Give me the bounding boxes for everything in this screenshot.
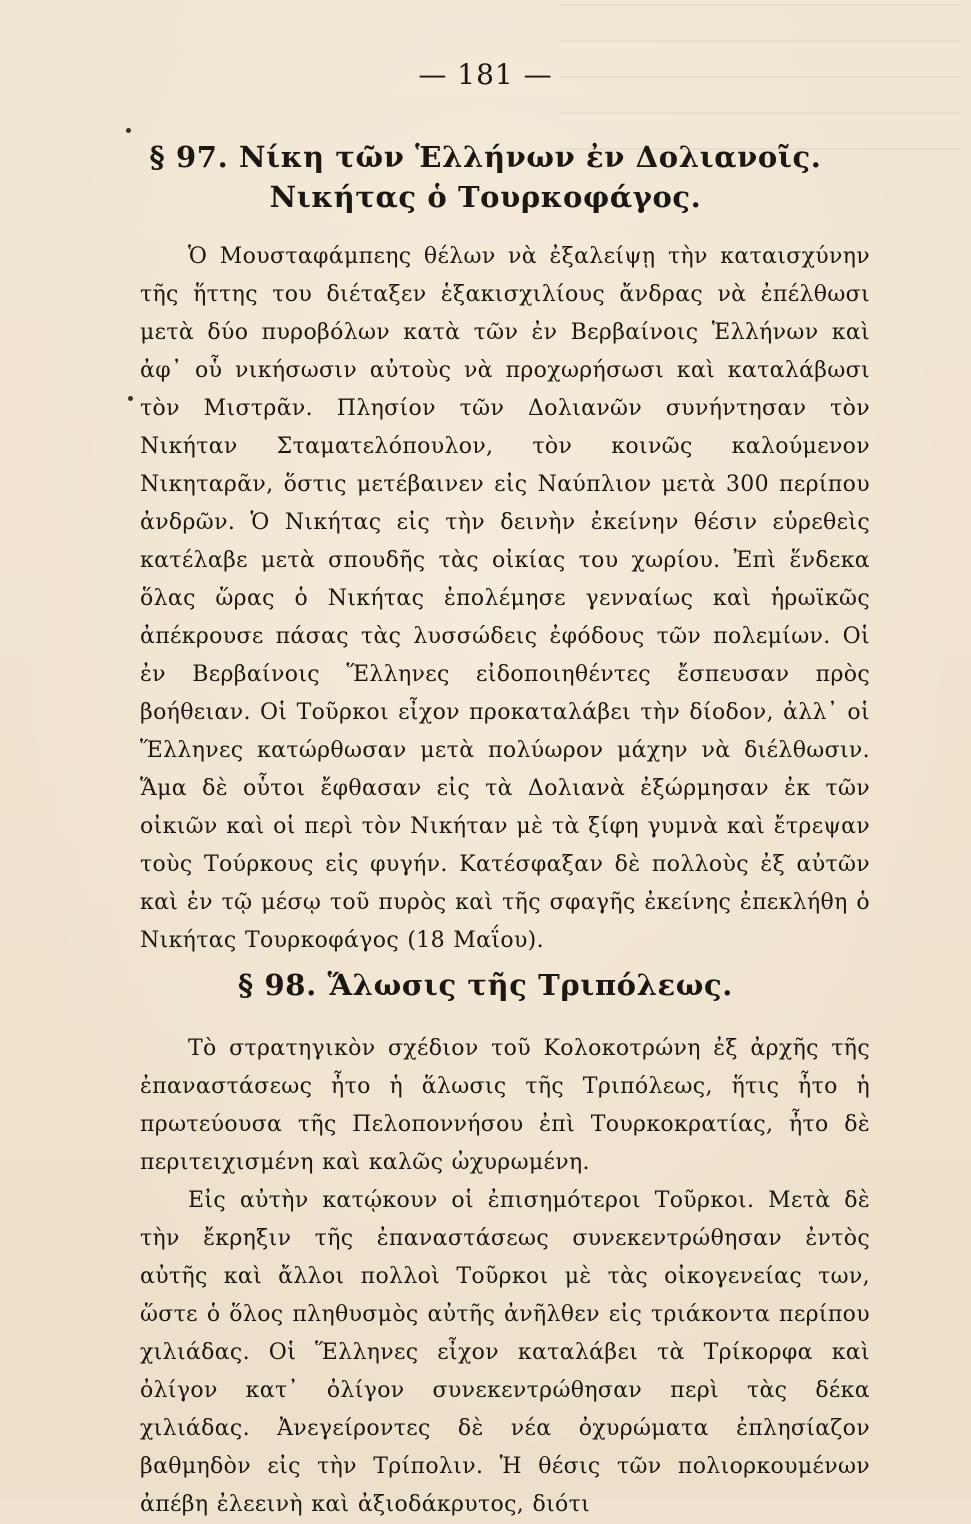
section-98-heading: § 98. Ἅλωσις τῆς Τριπόλεως. (238, 968, 733, 1002)
paragraph: Ὁ Μουσταφάμπεης θέλων νὰ ἐξαλείψῃ τὴν καταισχύνην τῆς ἥττης του διέταξεν ἑξακισχιλίους ἄνδρας νὰ ἐπέλθωσι μετὰ δύο πυροβόλων κατὰ τῶν ἐν Βερβαίνοις Ἑλλήνων καὶ ἀφ᾽ οὗ νικήσωσιν αὐτοὺς νὰ προχωρήσωσι καὶ καταλάβωσι τὸν Μιστρᾶν. Πλησίον τῶν Δολιανῶν συνήντησαν τὸν Νικήταν Σταματελόπουλον, τὸν κοινῶς καλούμενον Νικηταρᾶν, ὅστις μετέβαινεν εἰς Ναύπλιον μετὰ 300 περίπου ἀνδρῶν. Ὁ Νικήτας εἰς τὴν δεινὴν ἐκείνην θέσιν εὑρεθεὶς κατέλαβε μετὰ σπουδῆς τὰς οἰκίας του χωρίου. Ἐπὶ ἕνδεκα ὅλας ὥρας ὁ Νικήτας ἐπολέμησε γενναίως καὶ ἡρωϊκῶς ἀπέκρουσε πάσας τὰς λυσσώδεις ἐφόδους τῶν πολεμίων. Οἱ ἐν Βερβαίνοις Ἕλληνες εἰδοποιηθέντες ἔσπευσαν πρὸς βοήθειαν. Οἱ Τοῦρκοι εἶχον προκαταλάβει τὴν δίοδον, ἀλλ᾽ οἱ Ἕλληνες κατώρθωσαν μετὰ πολύωρον μάχην νὰ διέλθωσιν. Ἅμα δὲ οὗτοι ἔφθασαν εἰς τὰ Δολιανὰ ἐξώρμησαν ἐκ τῶν οἰκιῶν καὶ οἱ περὶ τὸν Νικήταν μὲ τὰ ξίφη γυμνὰ καὶ ἔτρεψαν τοὺς Τούρκους εἰς φυγήν. Κατέσφαξαν δὲ πολλοὺς ἐξ αὐτῶν καὶ ἐν τῷ μέσῳ τοῦ πυρὸς καὶ τῆς σφαγῆς ἐκείνης ἐπεκλήθη ὁ Νικήτας Τουρκοφάγος (18 Μαΐου). (140, 244, 870, 953)
section-97-heading-line-2: Νικήτας ὁ Τουρκοφάγος. (269, 180, 702, 214)
paragraph: Τὸ στρατηγικὸν σχέδιον τοῦ Κολοκοτρώνη ἐξ ἀρχῆς τῆς ἐπαναστάσεως ἦτο ἡ ἅλωσις τῆς Τριπόλεως, ἥτις ἦτο ἡ πρωτεύουσα τῆς Πελοποννήσου ἐπὶ Τουρκοκρατίας, ἦτο δὲ περιτειχισμένη καὶ καλῶς ὠχυρωμένη. (140, 1036, 870, 1175)
page-number: — 181 — (418, 58, 553, 91)
section-98-body (140, 1030, 870, 1524)
ink-speck (128, 396, 133, 401)
paragraph: Εἰς αὐτὴν κατῴκουν οἱ ἐπισημότεροι Τοῦρκοι. Μετὰ δὲ τὴν ἔκρηξιν τῆς ἐπαναστάσεως συνεκεντρώθησαν ἐντὸς αὐτῆς καὶ ἄλλοι πολλοὶ Τοῦρκοι μὲ τὰς οἰκογενείας των, ὥστε ὁ ὅλος πληθυσμὸς αὐτῆς ἀνῆλθεν εἰς τριάκοντα περίπου χιλιάδας. Οἱ Ἕλληνες εἶχον καταλάβει τὰ Τρίκορφα καὶ ὀλίγον κατ᾽ ὀλίγον συνεκεντρώθησαν περὶ τὰς δέκα χιλιάδας. Ἀνεγείροντες δὲ νέα ὀχυρώματα ἐπλησίαζον βαθμηδὸν εἰς τὴν Τρίπολιν. Ἡ θέσις τῶν πολιορκουμένων ἀπέβη ἐλεεινὴ καὶ ἀξιοδάκρυτος, διότι (140, 1188, 870, 1517)
section-97-body (140, 238, 870, 960)
section-97-heading-line-1: § 97. Νίκη τῶν Ἑλλήνων ἐν Δολιανοῖς. (149, 140, 822, 174)
ink-speck (126, 128, 131, 133)
